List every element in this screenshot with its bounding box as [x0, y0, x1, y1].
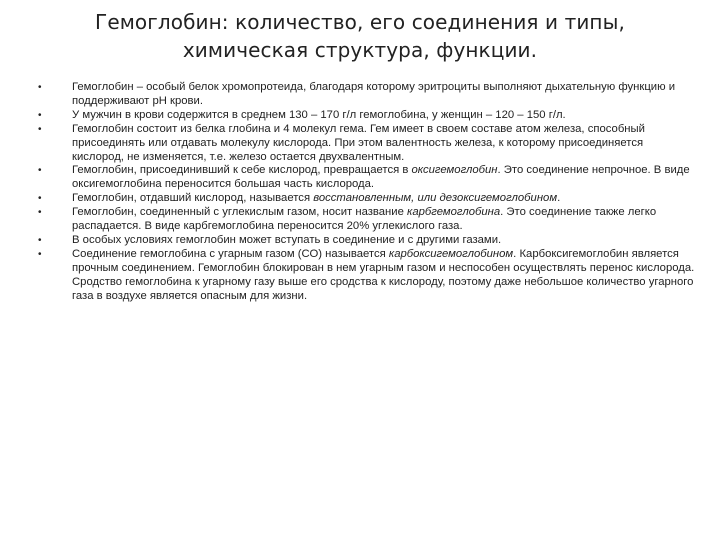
bullet-text — [72, 192, 560, 204]
bullet-item — [38, 109, 698, 123]
bullet-icon: • — [38, 123, 42, 135]
bullet-item — [38, 81, 698, 109]
bullet-text: У мужчин в крови содержится в среднем 130 – 170 г/л гемоглобина, у женщин – 120 – 150 г/л. — [72, 108, 566, 121]
bullet-icon: • — [38, 193, 42, 205]
bullet-text — [72, 164, 690, 190]
bullet-text-before: Гемоглобин, отдавший кислород, называется — [72, 192, 314, 205]
bullet-icon: • — [38, 207, 42, 219]
bullet-term: карбоксигемоглобином — [388, 247, 514, 260]
bullet-item — [38, 192, 698, 206]
bullet-list — [38, 81, 698, 304]
bullet-text: Гемоглобин – особый белок хромопротеида, благодаря которому эритроциты выполняют дыхательную функцию и поддерживают рН крови. — [72, 81, 676, 107]
bullet-text: Гемоглобин состоит из белка глобина и 4 молекул гема. Гем имеет в своем составе атом железа, способный присоединять или отдавать молекулу кислорода. При этом валентность железа, к которому присоединяется кислород, не изменяется, т.е. железо остается двухвалентным. — [72, 122, 645, 163]
bullet-text-before: Соединение гемоглобина с угарным газом (СО) называется — [72, 247, 389, 260]
bullet-icon: • — [38, 165, 42, 177]
bullet-icon: • — [38, 82, 42, 93]
bullet-text: В особых условиях гемоглобин может вступать в соединение и с другими газами. — [72, 233, 502, 246]
bullet-icon: • — [38, 248, 42, 260]
bullet-text — [72, 248, 694, 302]
bullet-term: карбгемоглобина — [407, 206, 501, 219]
bullet-term: восстановленным, или дезоксигемоглобином — [313, 192, 558, 205]
bullet-text-before: Гемоглобин, присоединивший к себе кислород, превращается в — [72, 164, 412, 177]
slide-title: Гемоглобин: количество, его соединения и типы, химическая структура, функции. — [95, 10, 625, 62]
bullet-icon: • — [38, 109, 42, 121]
bullet-item — [38, 206, 698, 234]
bullet-item — [38, 234, 698, 248]
bullet-text-after: . Карбоксигемоглобин является прочным соединением. Гемоглобин блокирован в нем угарным газом и неспособен осуществлять перенос кислорода. Сродство гемоглобина к угарному газу выше его сродства к кислороду, поэтому даже небольшое количество угарного газа в воздухе является опасным для жизни. — [72, 247, 695, 302]
bullet-icon: • — [38, 234, 42, 246]
bullet-text-after: . Это соединение также легко распадается. В виде карбгемоглобина переносится 20% углекислого газа. — [72, 206, 657, 233]
bullet-item — [38, 248, 698, 304]
bullet-item — [38, 123, 698, 165]
bullet-text — [72, 206, 656, 232]
bullet-term: оксигемоглобин — [411, 164, 498, 177]
bullet-item — [38, 164, 698, 192]
bullet-text-before: Гемоглобин, соединенный с углекислым газом, носит название — [72, 206, 408, 219]
bullet-text-after: . Это соединение непрочное. В виде оксигемоглобина переносится большая часть кислорода. — [72, 164, 690, 191]
bullet-text-after: . — [557, 192, 561, 205]
